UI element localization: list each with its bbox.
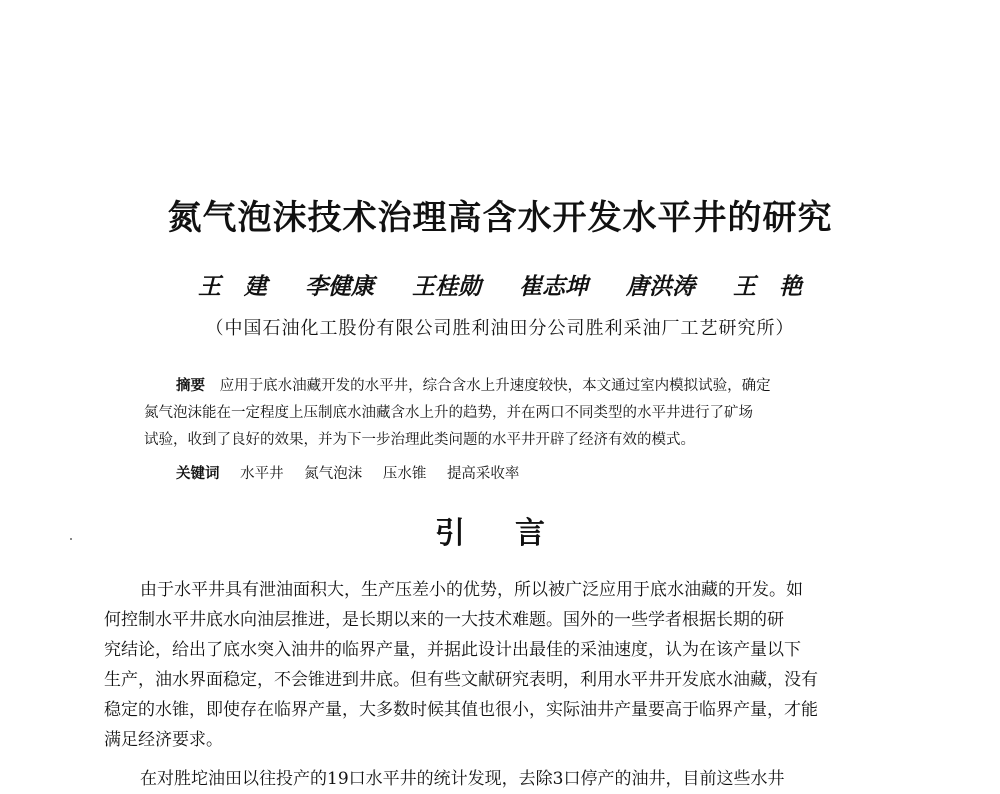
abstract-line	[144, 373, 884, 400]
keyword: 压水锥	[382, 466, 427, 482]
body-line: 由于水平井具有泄油面积大，生产压差小的优势，所以被广泛应用于底水油藏的开发。如	[140, 580, 803, 600]
body-line: 究结论，给出了底水突入油井的临界产量，并据此设计出最佳的采油速度，认为在该产量以下	[104, 640, 801, 660]
abstract-line: 试验，收到了良好的效果，并为下一步治理此类问题的水平井开辟了经济有效的模式。	[144, 432, 695, 448]
keywords	[176, 462, 519, 483]
abstract-line: 氮气泡沫能在一定程度上压制底水油藏含水上升的趋势，并在两口不同类型的水平井进行了矿场	[144, 405, 753, 421]
abstract	[144, 373, 884, 454]
body-line: 何控制水平井底水向油层推进，是长期以来的一大技术难题。国外的一些学者根据长期的研	[104, 610, 784, 630]
author-affiliation: （中国石油化工股份有限公司胜利油田分公司胜利采油厂工艺研究所）	[205, 318, 795, 339]
author-name: 王 艳	[733, 273, 803, 300]
author-name: 王 建	[197, 273, 267, 300]
body-line-partial: 在对胜坨油田以往投产的19口水平井的统计发现，去除3口停产的油井，目前这些水井	[140, 769, 785, 789]
body-line: 稳定的水锥，即使存在临界产量，大多数时候其值也很小，实际油井产量要高于临界产量，才能	[104, 700, 818, 720]
author-list	[0, 268, 1000, 301]
keyword: 提高采收率	[446, 466, 520, 482]
author-name: 崔志坤	[519, 273, 588, 300]
keyword: 氮气泡沫	[304, 466, 363, 482]
author-name: 唐洪涛	[626, 273, 696, 300]
body-line: 生产，油水界面稳定，不会锥进到井底。但有些文献研究表明，利用水平井开发底水油藏，没有	[104, 670, 818, 690]
abstract-label: 摘要	[176, 378, 205, 394]
body-paragraph	[104, 575, 916, 755]
author-name: 李健康	[304, 273, 374, 300]
keyword: 水平井	[240, 466, 284, 482]
abstract-text: 应用于底水油藏开发的水平井，综合含水上升速度较快，本文通过室内模拟试验，确定	[219, 378, 771, 394]
author-name: 王桂勋	[411, 273, 481, 300]
section-heading: 引言	[435, 516, 595, 551]
keywords-label: 关键词	[176, 466, 220, 482]
body-line: 满足经济要求。	[104, 730, 223, 750]
paper-title: 氮气泡沫技术治理高含水开发水平井的研究	[167, 198, 833, 238]
